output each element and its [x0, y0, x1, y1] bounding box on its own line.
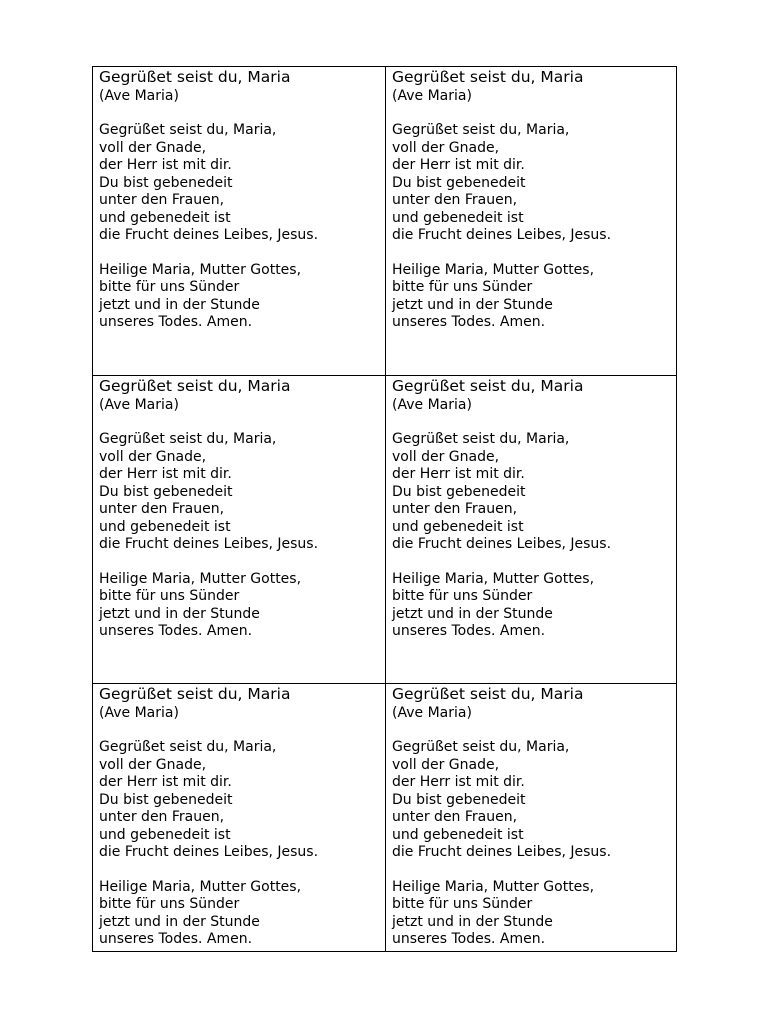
prayer-line: voll der Gnade, [392, 756, 500, 773]
prayer-line: Heilige Maria, Mutter Gottes, [99, 570, 302, 587]
prayer-line: bitte für uns Sünder [392, 896, 533, 912]
prayer-line: unseres Todes. Amen. [99, 314, 253, 330]
prayer-line: bitte für uns Sünder [99, 588, 240, 604]
prayer-title: Gegrüßet seist du, Maria [392, 377, 584, 395]
prayer-line: unter den Frauen, [392, 809, 518, 825]
prayer-line: der Herr ist mit dir. [392, 157, 525, 173]
prayer-line: voll der Gnade, [99, 756, 207, 773]
prayer-stanza-1 [392, 431, 676, 554]
prayer-line: Du bist gebenedeit [99, 174, 233, 191]
prayer-stanza-1 [99, 739, 385, 862]
prayer-line: voll der Gnade, [99, 139, 207, 156]
prayer-line: Heilige Maria, Mutter Gottes, [392, 261, 595, 278]
prayer-line: die Frucht deines Leibes, Jesus. [392, 536, 612, 552]
prayer-line: jetzt und in der Stunde [99, 296, 260, 313]
prayer-title: Gegrüßet seist du, Maria [99, 68, 291, 86]
prayer-card [385, 683, 676, 951]
prayer-subtitle: (Ave Maria) [99, 705, 179, 721]
prayer-stanza-1 [392, 739, 676, 862]
prayer-card [93, 67, 385, 375]
prayer-line: jetzt und in der Stunde [392, 913, 553, 930]
prayer-line: der Herr ist mit dir. [392, 774, 525, 790]
prayer-card-sheet [92, 66, 677, 952]
prayer-stanza-1 [99, 122, 385, 245]
prayer-stanza-2 [99, 262, 385, 332]
prayer-subtitle: (Ave Maria) [392, 705, 472, 721]
prayer-stanza-2 [392, 262, 676, 332]
prayer-line: voll der Gnade, [392, 448, 500, 465]
prayer-line: Du bist gebenedeit [392, 174, 526, 191]
prayer-stanza-2 [392, 879, 676, 949]
prayer-line: der Herr ist mit dir. [392, 466, 525, 482]
prayer-line: die Frucht deines Leibes, Jesus. [99, 844, 319, 860]
prayer-card [385, 67, 676, 375]
prayer-subtitle: (Ave Maria) [392, 397, 472, 413]
prayer-line: unseres Todes. Amen. [392, 623, 546, 639]
prayer-line: jetzt und in der Stunde [99, 605, 260, 622]
prayer-line: die Frucht deines Leibes, Jesus. [392, 844, 612, 860]
prayer-stanza-2 [392, 571, 676, 641]
prayer-card [93, 375, 385, 683]
prayer-line: der Herr ist mit dir. [99, 774, 232, 790]
prayer-subtitle: (Ave Maria) [99, 88, 179, 104]
prayer-line: unseres Todes. Amen. [99, 623, 253, 639]
prayer-stanza-1 [392, 122, 676, 245]
prayer-line: Gegrüßet seist du, Maria, [99, 122, 277, 138]
prayer-line: und gebenedeit ist [392, 518, 524, 535]
prayer-line: jetzt und in der Stunde [392, 296, 553, 313]
prayer-line: Du bist gebenedeit [99, 483, 233, 500]
prayer-line: Du bist gebenedeit [392, 483, 526, 500]
prayer-stanza-2 [99, 879, 385, 949]
prayer-card [93, 683, 385, 951]
prayer-stanza-2 [99, 571, 385, 641]
prayer-line: Du bist gebenedeit [392, 791, 526, 808]
prayer-line: Gegrüßet seist du, Maria, [99, 431, 277, 447]
prayer-line: und gebenedeit ist [99, 826, 231, 843]
prayer-line: und gebenedeit ist [99, 518, 231, 535]
prayer-title: Gegrüßet seist du, Maria [99, 685, 291, 703]
prayer-line: unter den Frauen, [392, 501, 518, 517]
prayer-line: der Herr ist mit dir. [99, 157, 232, 173]
prayer-title: Gegrüßet seist du, Maria [99, 377, 291, 395]
prayer-line: unter den Frauen, [99, 809, 225, 825]
prayer-card [385, 375, 676, 683]
prayer-line: unseres Todes. Amen. [392, 314, 546, 330]
prayer-line: die Frucht deines Leibes, Jesus. [99, 536, 319, 552]
prayer-line: Du bist gebenedeit [99, 791, 233, 808]
prayer-line: der Herr ist mit dir. [99, 466, 232, 482]
prayer-line: bitte für uns Sünder [392, 588, 533, 604]
prayer-line: und gebenedeit ist [392, 209, 524, 226]
prayer-line: Gegrüßet seist du, Maria, [392, 739, 570, 755]
prayer-subtitle: (Ave Maria) [99, 397, 179, 413]
prayer-line: Heilige Maria, Mutter Gottes, [99, 878, 302, 895]
prayer-line: jetzt und in der Stunde [99, 913, 260, 930]
prayer-line: bitte für uns Sünder [392, 279, 533, 295]
prayer-line: Gegrüßet seist du, Maria, [392, 431, 570, 447]
prayer-line: und gebenedeit ist [99, 209, 231, 226]
prayer-line: und gebenedeit ist [392, 826, 524, 843]
prayer-line: unter den Frauen, [392, 192, 518, 208]
prayer-line: Gegrüßet seist du, Maria, [99, 739, 277, 755]
prayer-line: jetzt und in der Stunde [392, 605, 553, 622]
prayer-line: Heilige Maria, Mutter Gottes, [99, 261, 302, 278]
prayer-line: unter den Frauen, [99, 501, 225, 517]
prayer-line: Heilige Maria, Mutter Gottes, [392, 570, 595, 587]
prayer-line: Heilige Maria, Mutter Gottes, [392, 878, 595, 895]
prayer-subtitle: (Ave Maria) [392, 88, 472, 104]
prayer-line: die Frucht deines Leibes, Jesus. [392, 227, 612, 243]
prayer-line: voll der Gnade, [392, 139, 500, 156]
prayer-line: Gegrüßet seist du, Maria, [392, 122, 570, 138]
prayer-line: unseres Todes. Amen. [99, 931, 253, 947]
prayer-line: bitte für uns Sünder [99, 279, 240, 295]
prayer-line: unseres Todes. Amen. [392, 931, 546, 947]
prayer-stanza-1 [99, 431, 385, 554]
prayer-line: die Frucht deines Leibes, Jesus. [99, 227, 319, 243]
prayer-line: voll der Gnade, [99, 448, 207, 465]
prayer-title: Gegrüßet seist du, Maria [392, 68, 584, 86]
prayer-line: unter den Frauen, [99, 192, 225, 208]
prayer-line: bitte für uns Sünder [99, 896, 240, 912]
prayer-title: Gegrüßet seist du, Maria [392, 685, 584, 703]
